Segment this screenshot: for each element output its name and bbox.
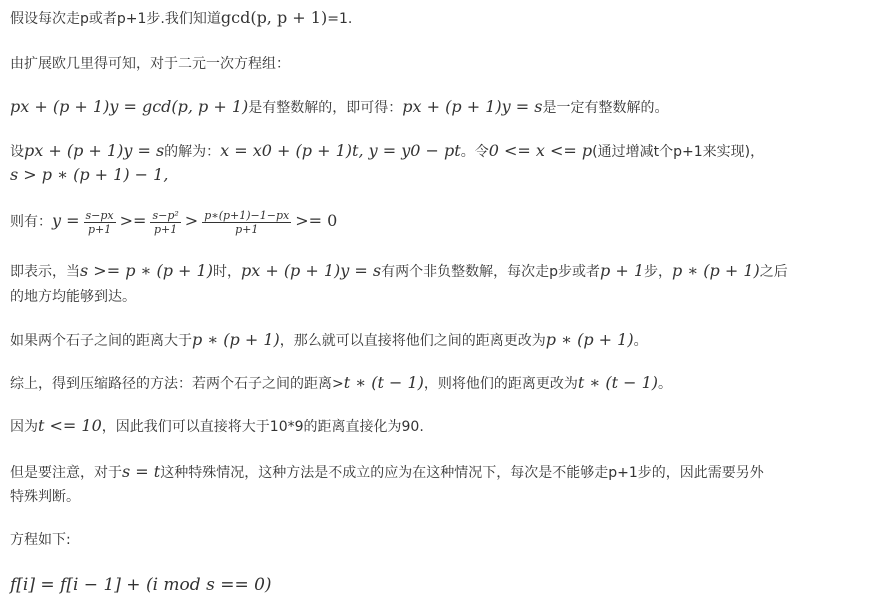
- line-summary: [10, 371, 876, 396]
- text: 由扩展欧几里得可知，对于二元一次方程组：: [10, 56, 290, 72]
- text: 但是要注意，对于: [10, 465, 122, 481]
- fraction-denominator: p+1: [87, 222, 112, 236]
- math-y: y =: [52, 211, 80, 230]
- math-expr: p + 1: [600, 261, 645, 280]
- math-operator: >: [184, 211, 199, 230]
- fraction-2: [150, 209, 180, 236]
- text: 步，: [644, 264, 673, 280]
- text: 。令: [460, 144, 489, 160]
- math-solution: x = x0 + (p + 1)t, y = y0 − pt: [220, 141, 461, 160]
- text: ，因此我们可以直接将大于10*9的距离直接化为90.: [101, 419, 424, 435]
- text: 综上，得到压缩路径的方法：若两个石子之间的距离>: [10, 376, 344, 392]
- math-inequality: t <= 10: [38, 416, 102, 435]
- fraction-3: [202, 209, 291, 236]
- text: 即表示，当: [10, 264, 80, 280]
- text: 如果两个石子之间的距离大于: [10, 333, 192, 349]
- math-dp-formula: f[i] = f[i − 1] + (i mod s == 0): [10, 575, 272, 595]
- text: 设: [10, 144, 24, 160]
- text: ，则将他们的距离更改为: [423, 376, 578, 392]
- line-fraction-derivation: [10, 206, 876, 237]
- text: 的解为：: [164, 144, 221, 160]
- text: 的地方均能够到达。: [10, 289, 136, 305]
- line-special-case: [10, 460, 876, 485]
- math-expr: p ∗ (p + 1): [192, 330, 280, 349]
- line-special-case-cont: [10, 485, 876, 509]
- line-equation-heading: [10, 528, 876, 552]
- text: 则有：: [10, 214, 52, 230]
- fraction-denominator: p+1: [235, 222, 259, 236]
- math-expr: t ∗ (t − 1): [343, 373, 424, 392]
- math-inequality: s > p ∗ (p + 1) − 1,: [10, 165, 169, 184]
- text: 有两个非负整数解，每次走p步或者: [381, 264, 601, 280]
- fraction-1: [84, 209, 116, 236]
- math-expr: p ∗ (p + 1): [672, 261, 760, 280]
- text: 是一定有整数解的。: [542, 100, 669, 116]
- text: 假设每次走p或者p+1步.我们知道: [10, 11, 221, 27]
- line-dp-equation: [10, 572, 876, 599]
- line-general-solution: [10, 139, 876, 164]
- line-s-condition: [10, 163, 876, 188]
- text: ，那么就可以直接将他们之间的距离更改为: [279, 333, 546, 349]
- math-equation: px + (p + 1)y = s: [240, 261, 382, 280]
- text: 因为: [10, 419, 38, 435]
- math-equation: px + (p + 1)y = gcd(p, p + 1): [10, 97, 249, 116]
- text: 。: [633, 333, 648, 349]
- fraction-numerator: p∗(p+1)−1−px: [204, 208, 290, 222]
- text: (通过增减t个p+1来实现)，: [592, 144, 765, 160]
- math-expr: p ∗ (p + 1): [545, 330, 634, 349]
- text: 是有整数解的，即可得：: [248, 100, 403, 116]
- math-operator: >= 0: [295, 211, 338, 230]
- math-gcd: gcd(p, p + 1): [220, 8, 328, 27]
- line-gcd-premise: [10, 6, 876, 31]
- math-equation: s = t: [122, 462, 161, 481]
- text: 。: [658, 376, 673, 392]
- math-range: 0 <= x <= p: [488, 141, 593, 160]
- fraction-denominator: p+1: [153, 222, 178, 236]
- line-distance-rule: [10, 328, 876, 353]
- math-operator: >=: [119, 211, 147, 230]
- text: =1.: [327, 11, 353, 27]
- line-meaning: [10, 259, 876, 284]
- text: 特殊判断。: [10, 489, 80, 505]
- math-inequality: s >= p ∗ (p + 1): [80, 261, 213, 280]
- text: 之后: [759, 264, 788, 280]
- line-bound: [10, 414, 876, 439]
- text: 这种特殊情况，这种方法是不成立的应为在这种情况下，每次是不能够走p+1步的，因此需要另外: [160, 465, 764, 481]
- fraction-numerator: s−p²: [152, 208, 179, 222]
- math-equation: px + (p + 1)y = s: [402, 97, 543, 116]
- math-equation: px + (p + 1)y = s: [24, 141, 165, 160]
- fraction-numerator: s−px: [85, 208, 114, 222]
- line-extended-euclid: [10, 52, 876, 76]
- text: 方程如下:: [10, 532, 71, 548]
- line-equation-integer-solution: [10, 95, 876, 120]
- text: 时，: [212, 264, 241, 280]
- math-expr: t ∗ (t − 1): [577, 373, 659, 392]
- line-meaning-cont: [10, 285, 876, 309]
